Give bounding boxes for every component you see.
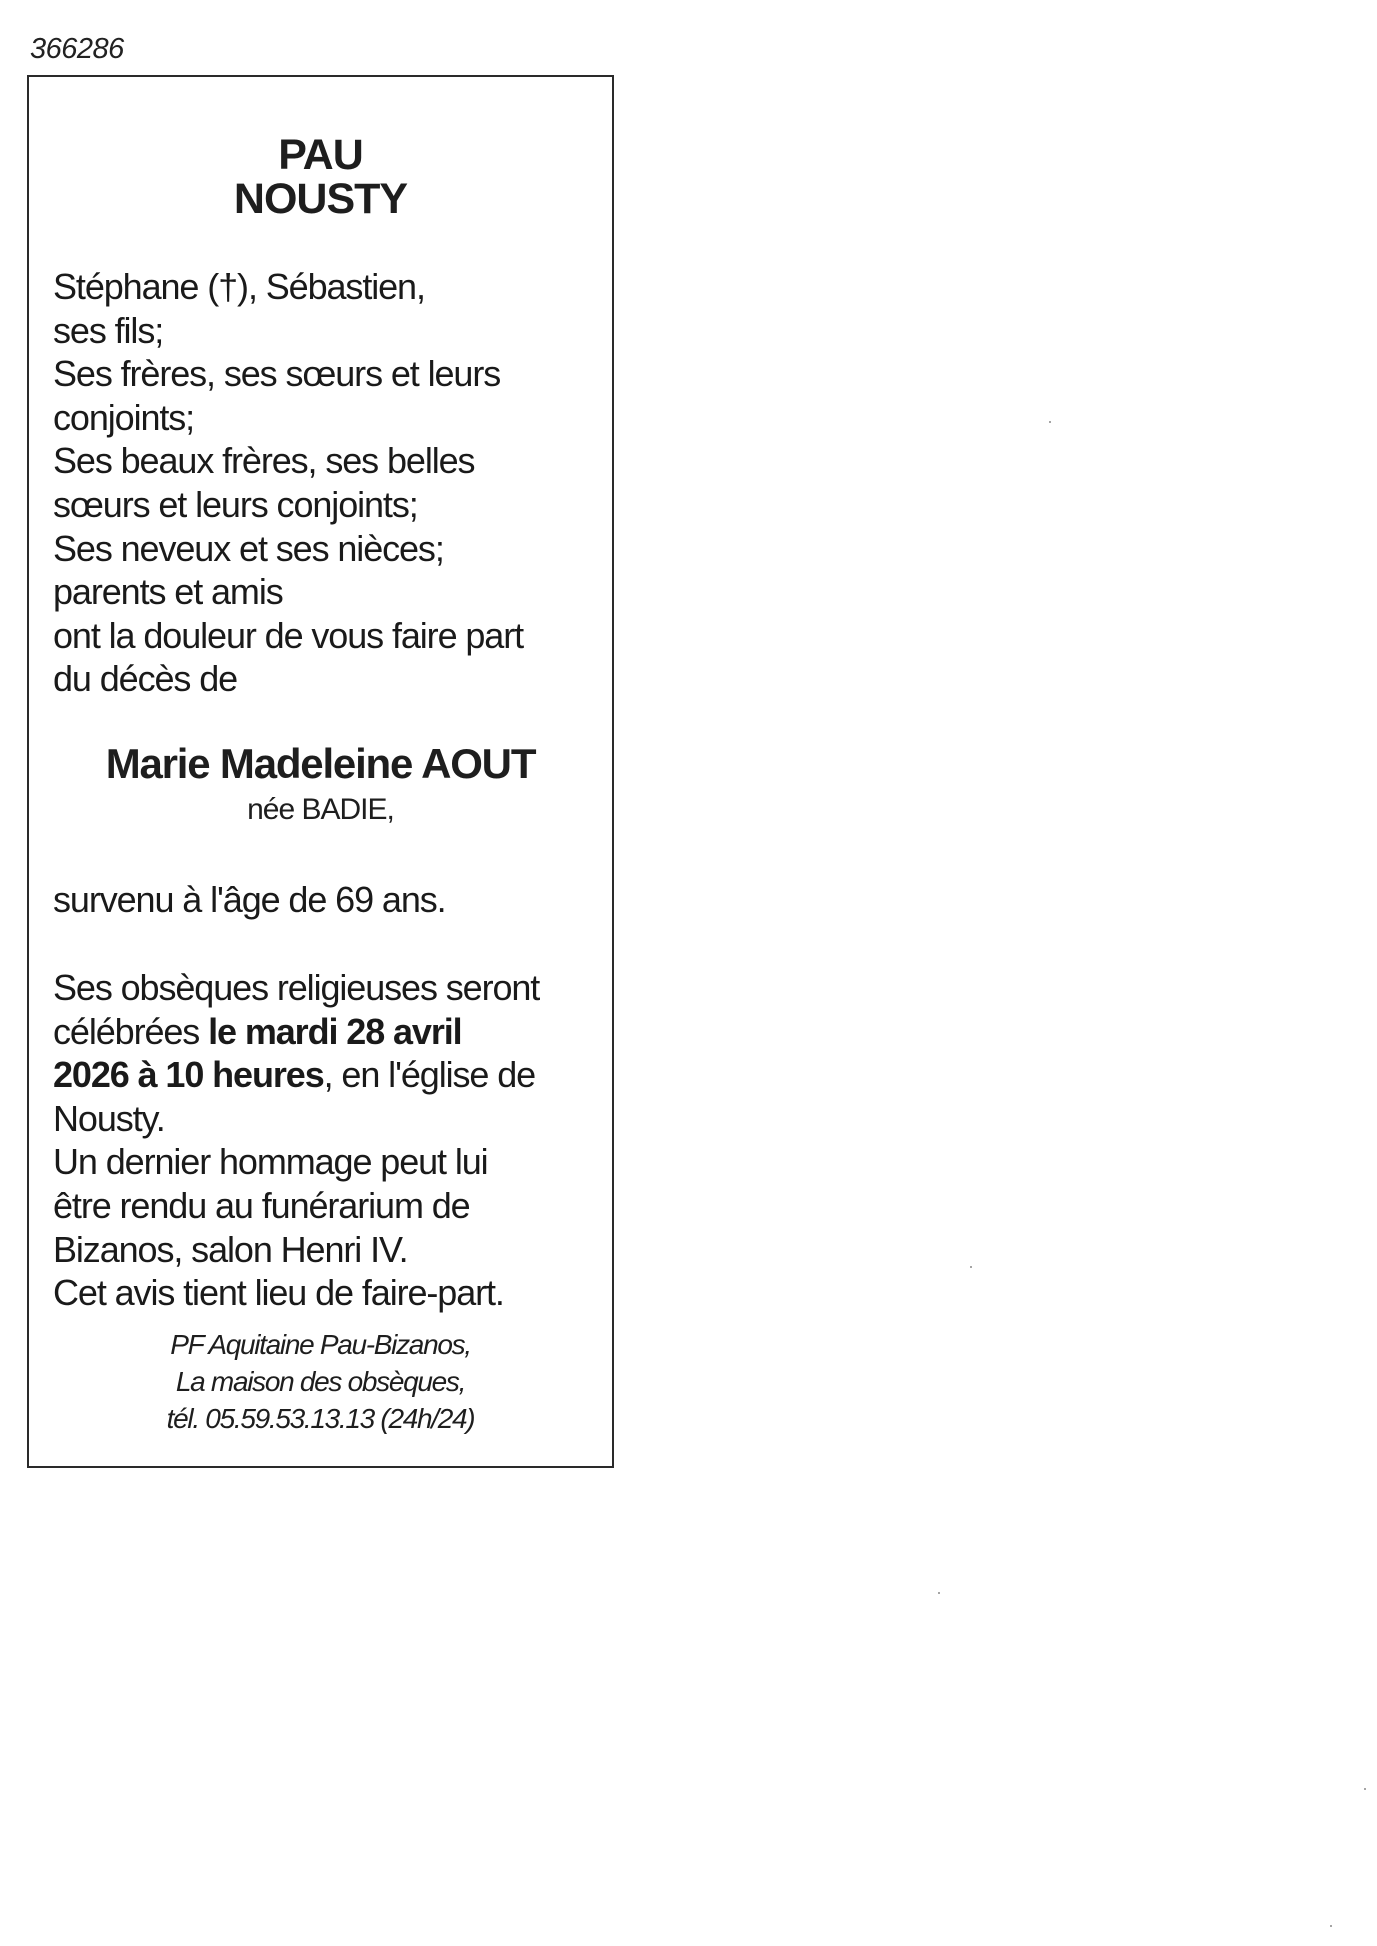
family-line: conjoints; xyxy=(53,396,195,438)
ceremony-line xyxy=(53,1010,600,1054)
deceased-name: Marie Madeleine AOUT xyxy=(105,740,536,787)
ceremony-line: Un dernier hommage peut lui xyxy=(53,1141,488,1183)
family-announcement xyxy=(53,265,600,701)
funeral-home-phone: tél. 05.59.53.13.13 (24h/24) xyxy=(166,1403,475,1434)
ceremony-line: Ses obsèques religieuses seront xyxy=(53,967,540,1008)
scan-speck xyxy=(1330,1925,1332,1927)
funeral-home-subtitle: La maison des obsèques, xyxy=(175,1366,466,1397)
family-line: Ses frères, ses sœurs et leurs xyxy=(53,353,501,395)
ceremony-line xyxy=(53,1053,600,1097)
scan-speck xyxy=(938,1592,940,1594)
ceremony-details xyxy=(53,966,600,1315)
funeral-home-name: PF Aquitaine Pau-Bizanos, xyxy=(170,1329,471,1360)
maiden-name: née BADIE, xyxy=(247,793,394,826)
obituary-notice xyxy=(27,75,614,1468)
ceremony-line: être rendu au funérarium de xyxy=(53,1184,470,1226)
ceremony-line: Cet avis tient lieu de faire-part. xyxy=(53,1272,504,1314)
ceremony-time: 2026 à 10 heures xyxy=(53,1054,324,1096)
ceremony-text: célébrées xyxy=(53,1010,209,1052)
family-line: Stéphane (†), Sébastien, xyxy=(53,266,425,307)
scan-speck xyxy=(1049,421,1051,423)
ceremony-line: Bizanos, salon Henri IV. xyxy=(53,1228,408,1270)
reference-number: 366286 xyxy=(30,33,124,65)
ceremony-date: le mardi 28 avril xyxy=(208,1010,462,1052)
location-city: PAU xyxy=(278,131,363,179)
family-line: parents et amis xyxy=(53,571,283,613)
family-line: Ses beaux frères, ses belles xyxy=(53,440,475,482)
funeral-home-signature xyxy=(29,1326,612,1437)
family-line: du décès de xyxy=(53,658,238,700)
scan-speck xyxy=(1364,1788,1366,1790)
scan-speck xyxy=(970,1266,972,1268)
family-line: ont la douleur de vous faire part xyxy=(53,614,524,656)
age-at-death: survenu à l'âge de 69 ans. xyxy=(53,879,446,920)
family-line: Ses neveux et ses nièces; xyxy=(53,527,444,569)
family-line: ses fils; xyxy=(53,309,164,351)
ceremony-text: , en l'église de xyxy=(323,1054,536,1096)
location-village: NOUSTY xyxy=(233,175,408,223)
ceremony-line: Nousty. xyxy=(53,1097,165,1139)
family-line: sœurs et leurs conjoints; xyxy=(53,483,418,525)
